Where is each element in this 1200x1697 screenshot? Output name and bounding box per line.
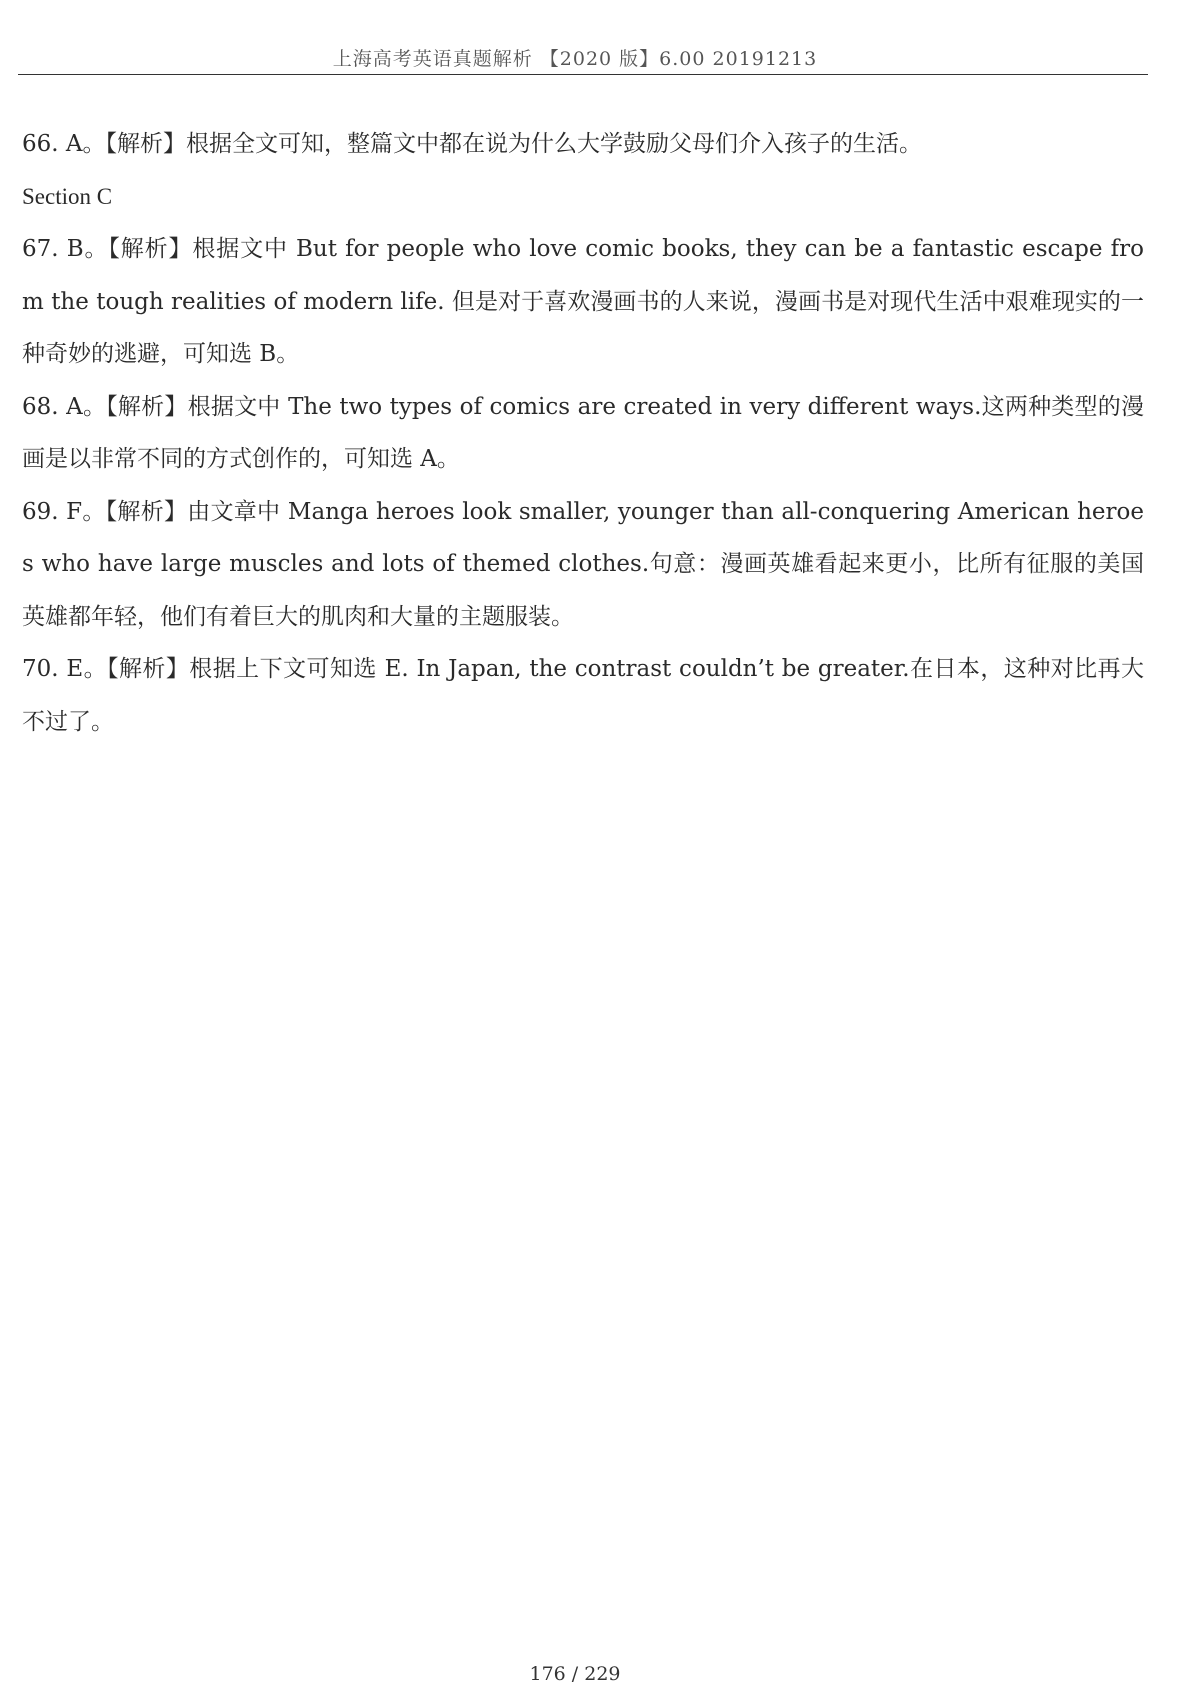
page-number: 176 / 229 bbox=[529, 1663, 621, 1685]
answer-68: 68. A。【解析】根据文中 The two types of comics are created in very different ways.这两种类型的漫画是以非常不同的方式创作的，可知选 A。 bbox=[22, 393, 1144, 472]
page-header: 上海高考英语真题解析 【2020 版】6.00 20191213 bbox=[332, 48, 818, 70]
answer-70: 70. E。【解析】根据上下文可知选 E. In Japan, the contrast couldn’t be greater.在日本，这种对比再大不过了。 bbox=[22, 656, 1144, 735]
header-divider bbox=[18, 74, 1148, 75]
answer-explanations bbox=[22, 118, 1144, 748]
answer-67: 67. B。【解析】根据文中 But for people who love comic books, they can be a fantastic escape from the tough realities of modern life. 但是对于喜欢漫画书的人来说，漫画书是对现代生活中艰难现实的一种奇妙的逃避，可知选 B。 bbox=[22, 236, 1144, 367]
answer-69: 69. F。【解析】由文章中 Manga heroes look smaller, younger than all-conquering American heroes who have large muscles and lots of themed clothes.句意：漫画英雄看起来更小，比所有征服的美国英雄都年轻，他们有着巨大的肌肉和大量的主题服装。 bbox=[22, 498, 1144, 630]
answer-66: 66. A。【解析】根据全文可知，整篇文中都在说为什么大学鼓励父母们介入孩子的生活。 bbox=[22, 131, 922, 157]
section-heading: Section C bbox=[22, 183, 113, 209]
